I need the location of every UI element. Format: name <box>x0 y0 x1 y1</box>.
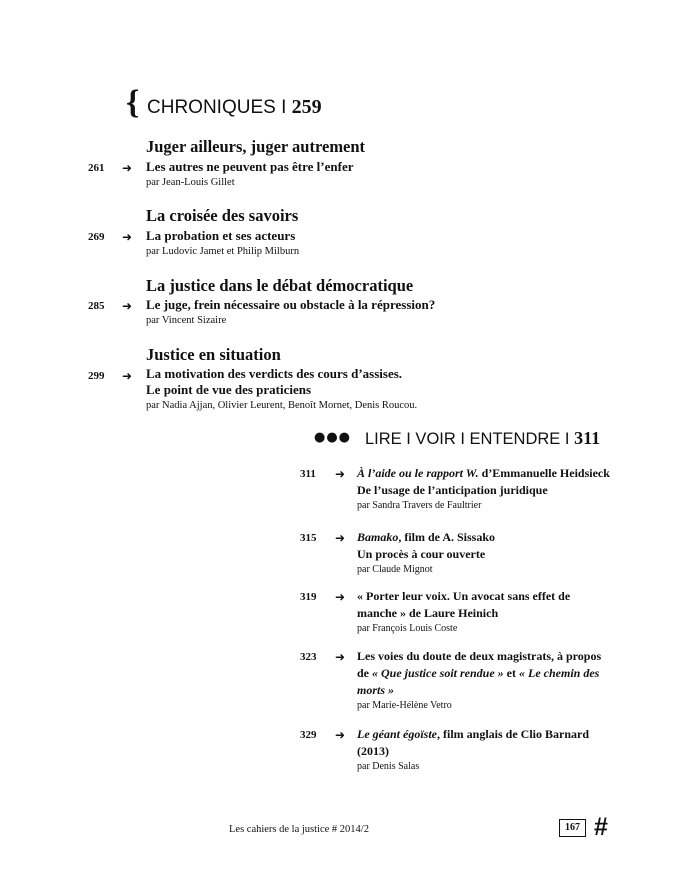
review-title-line <box>357 529 642 546</box>
review-text: de <box>357 666 372 680</box>
review-title-line: Les voies du doute de deux magistrats, à propos <box>357 649 602 663</box>
review-subtitle: De l’usage de l’anticipation juridique <box>357 483 548 497</box>
entry-title[interactable]: La probation et ses acteurs <box>146 228 296 243</box>
hash-icon: # <box>594 813 608 841</box>
review-title-rest: d’Emmanuelle Heidsieck <box>478 466 610 480</box>
review-page-number: 323 <box>300 651 317 663</box>
review-entry[interactable] <box>357 726 642 774</box>
review-entry[interactable] <box>357 529 642 577</box>
review-author: par Claude Mignot <box>357 564 433 575</box>
entry-author: par Ludovic Jamet et Philip Milburn <box>146 246 300 257</box>
review-subtitle: Un procès à cour ouverte <box>357 547 486 561</box>
review-title-line <box>357 682 642 699</box>
review-page-number: 329 <box>300 729 317 741</box>
entry-page-number: 261 <box>88 162 105 174</box>
review-entry[interactable] <box>357 465 642 513</box>
section-brace: { <box>126 84 140 121</box>
review-title-line <box>357 465 642 482</box>
footer-journal: Les cahiers de la justice # 2014/2 <box>229 824 369 835</box>
entry-page-number: 299 <box>88 370 105 382</box>
review-work-title: « Que justice soit rendue » <box>372 666 504 680</box>
entry-page-number: 269 <box>88 231 105 243</box>
entry-author: par Nadia Ajjan, Olivier Leurent, Benoît Mornet, Denis Roucou. <box>146 400 418 411</box>
entry-page-number: 285 <box>88 300 105 312</box>
lire-label: LIRE I VOIR I ENTENDRE I <box>365 430 570 448</box>
section-heading: La justice dans le débat démocratique <box>146 276 414 295</box>
entry-title[interactable]: La motivation des verdicts des cours d’assises. <box>146 366 403 381</box>
review-title-line <box>357 665 642 682</box>
review-author: par Denis Salas <box>357 761 420 772</box>
review-title-line: « Porter leur voix. Un avocat sans effet de <box>357 589 571 603</box>
section-heading: La croisée des savoirs <box>146 206 299 225</box>
bullet-dots-icon: ●●● <box>314 430 352 445</box>
entry-title[interactable]: Le juge, frein nécessaire ou obstacle à la répression? <box>146 297 436 312</box>
review-work-title: « Le chemin des <box>519 666 600 680</box>
review-page-number: 319 <box>300 591 317 603</box>
review-title-rest: , film anglais de Clio Barnard <box>436 727 589 741</box>
section-heading: Justice en situation <box>146 345 281 364</box>
entry-title-continued[interactable]: Le point de vue des praticiens <box>146 382 312 397</box>
review-title-line <box>357 726 642 743</box>
chroniques-page: 259 <box>291 96 322 118</box>
entry-title[interactable]: Les autres ne peuvent pas être l’enfer <box>146 159 354 174</box>
review-author: par Marie-Hélène Vetro <box>357 700 452 711</box>
entry-author: par Vincent Sizaire <box>146 315 227 326</box>
review-text: et <box>503 666 519 680</box>
lire-page: 311 <box>574 428 601 448</box>
entry-author: par Jean-Louis Gillet <box>146 177 235 188</box>
arrow-icon: ➜ <box>335 531 346 545</box>
section-heading: Juger ailleurs, juger autrement <box>146 137 366 156</box>
page-number-box: 167 <box>559 819 586 837</box>
review-author: par François Louis Coste <box>357 623 458 634</box>
arrow-icon: ➜ <box>122 299 133 313</box>
review-title-line: manche » de Laure Heinich <box>357 606 499 620</box>
arrow-icon: ➜ <box>335 650 346 664</box>
review-author: par Sandra Travers de Faultrier <box>357 500 482 511</box>
review-entry[interactable] <box>357 588 642 636</box>
arrow-icon: ➜ <box>122 369 133 383</box>
review-work-title: morts » <box>357 683 395 697</box>
review-page-number: 311 <box>300 468 316 480</box>
arrow-icon: ➜ <box>335 590 346 604</box>
review-work-title: À l’aide ou le rapport W. <box>357 466 479 480</box>
chroniques-label: CHRONIQUES I <box>147 97 287 118</box>
review-page-number: 315 <box>300 532 317 544</box>
arrow-icon: ➜ <box>122 161 133 175</box>
arrow-icon: ➜ <box>335 728 346 742</box>
lire-section-title <box>365 428 600 449</box>
review-work-title: Le géant égoïste <box>357 727 437 741</box>
review-title-line: (2013) <box>357 744 389 758</box>
review-work-title: Bamako <box>357 530 399 544</box>
arrow-icon: ➜ <box>122 230 133 244</box>
review-title-rest: , film de A. Sissako <box>398 530 496 544</box>
chroniques-section-title <box>147 96 322 119</box>
review-entry[interactable] <box>357 648 642 713</box>
arrow-icon: ➜ <box>335 467 346 481</box>
